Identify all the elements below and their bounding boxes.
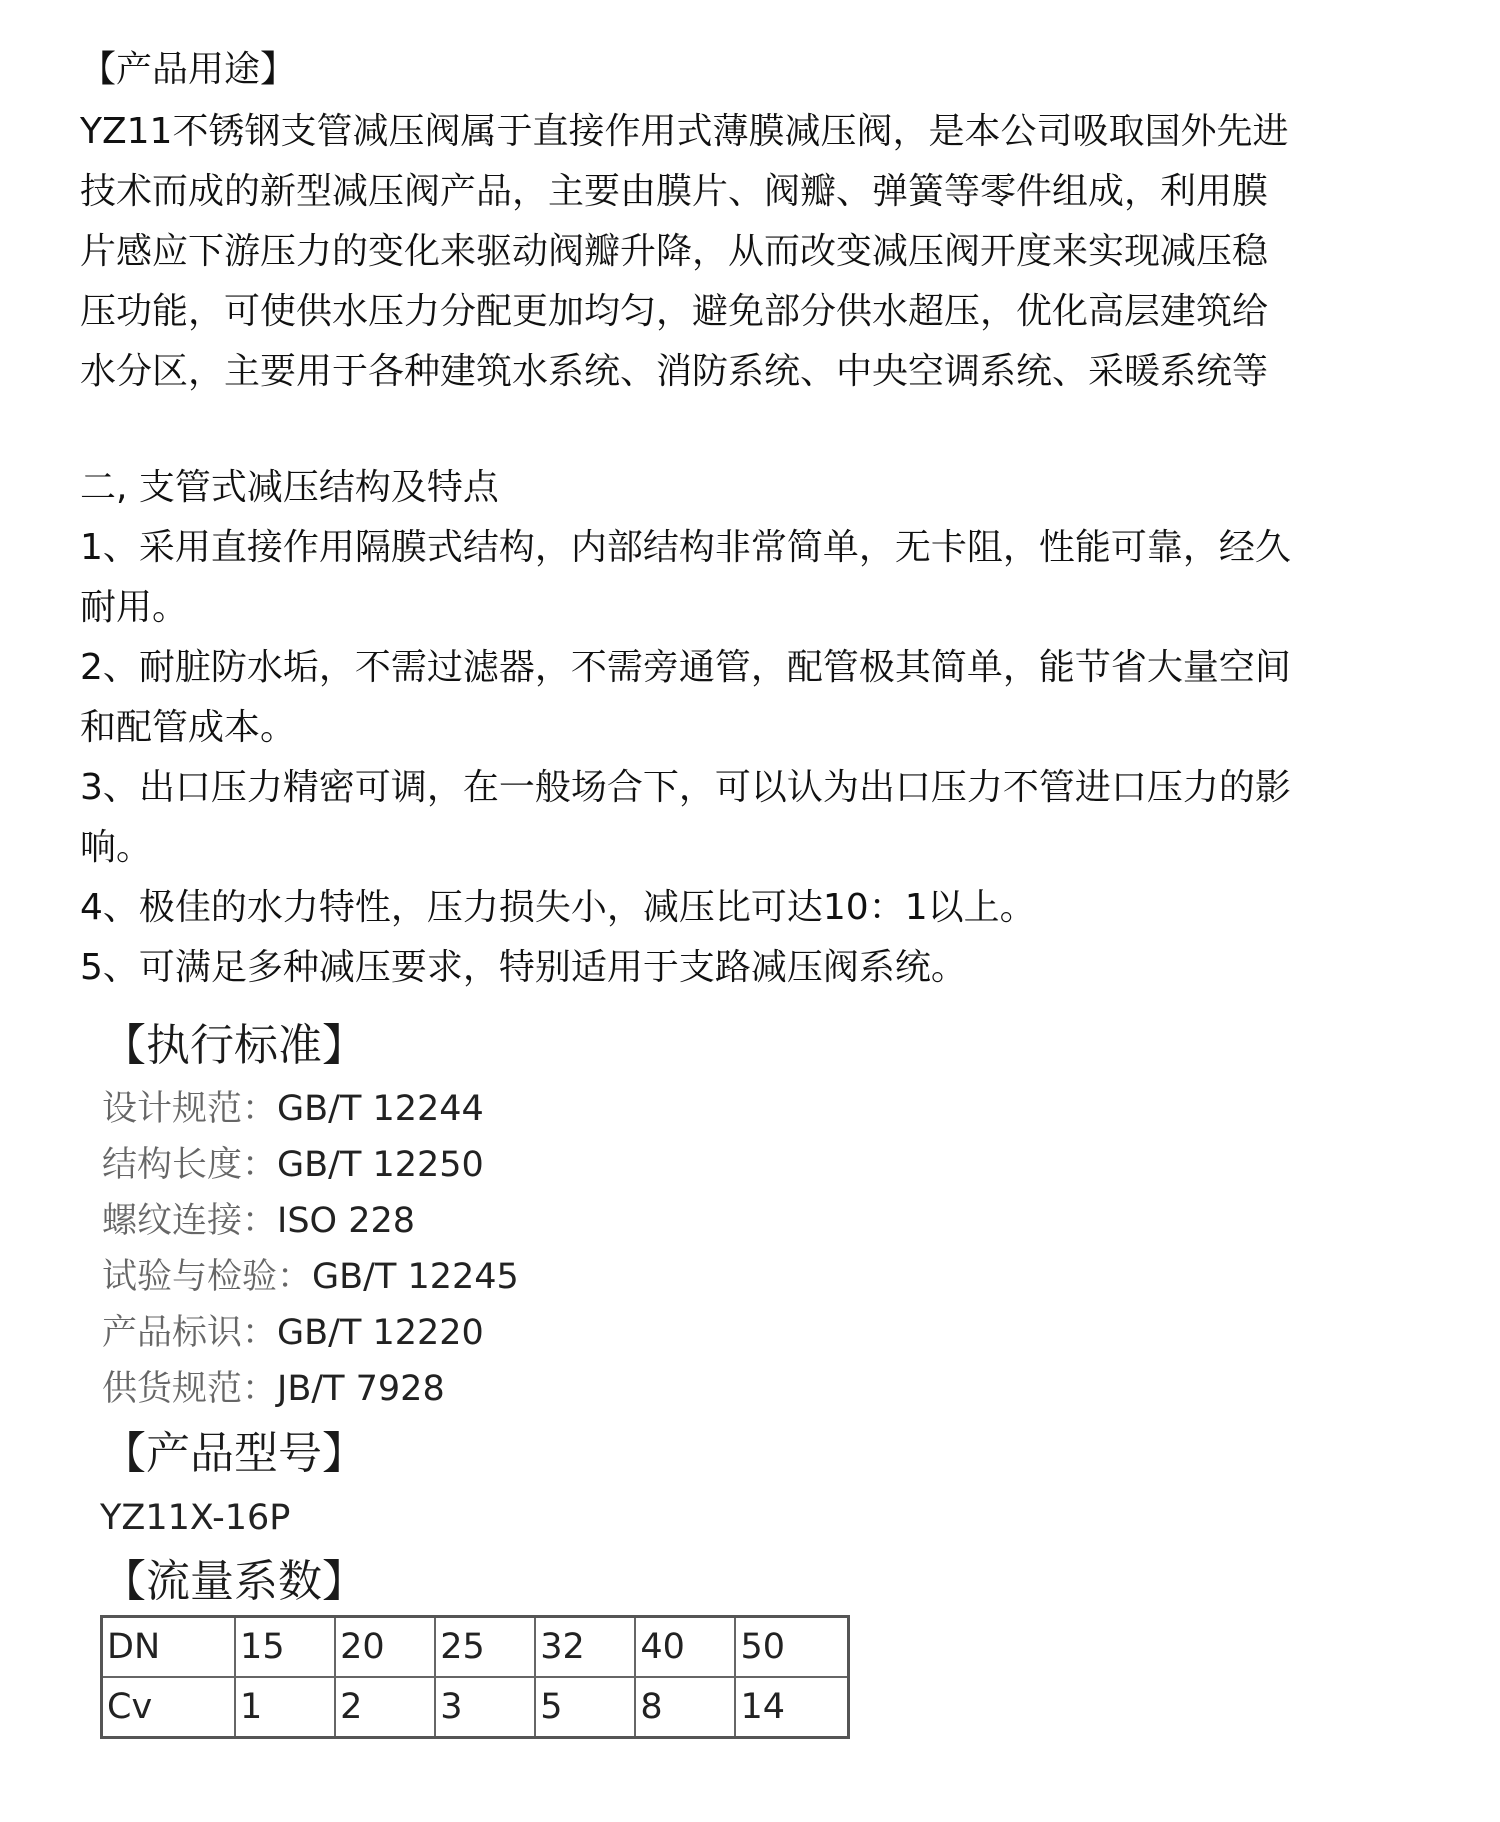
feature-line: 和配管成本。 [80, 707, 297, 748]
feature-line: 耐用。 [80, 587, 189, 628]
table-row [102, 1617, 849, 1678]
usage-section [80, 38, 1440, 402]
standard-value: GB/T 12245 [312, 1257, 519, 1297]
standard-label: 螺纹连接： [102, 1201, 278, 1241]
standard-row [102, 1249, 519, 1305]
model-heading: 【产品型号】 [102, 1428, 366, 1479]
model-value: YZ11X-16P [100, 1498, 291, 1538]
feature-line: 2、耐脏防水垢，不需过滤器，不需旁通管，配管极其简单，能节省大量空间 [80, 647, 1291, 688]
usage-line: 技术而成的新型减压阀产品，主要由膜片、阀瓣、弹簧等零件组成，利用膜 [80, 171, 1269, 212]
usage-line: YZ11不锈钢支管减压阀属于直接作用式薄膜减压阀，是本公司吸取国外先进 [80, 111, 1289, 152]
flow-heading: 【流量系数】 [102, 1556, 366, 1607]
usage-line: 压功能，可使供水压力分配更加均匀，避免部分供水超压，优化高层建筑给 [80, 291, 1269, 332]
standard-label: 试验与检验： [102, 1257, 313, 1297]
usage-line: 水分区，主要用于各种建筑水系统、消防系统、中央空调系统、采暖系统等 [80, 351, 1269, 392]
table-cell: 3 [435, 1677, 535, 1738]
standard-row [102, 1361, 445, 1417]
standard-value: GB/T 12220 [277, 1313, 484, 1353]
standard-value: GB/T 12244 [277, 1089, 484, 1129]
flow-table [100, 1615, 850, 1739]
standard-label: 供货规范： [102, 1369, 278, 1409]
table-cell: 50 [735, 1617, 848, 1678]
feature-line: 响。 [80, 827, 153, 868]
table-cell: 40 [635, 1617, 735, 1678]
table-cell: 15 [235, 1617, 335, 1678]
standard-value: ISO 228 [277, 1201, 416, 1241]
table-cell: 2 [335, 1677, 435, 1738]
feature-line: 5、可满足多种减压要求，特别适用于支路减压阀系统。 [80, 947, 967, 988]
table-cell: 8 [635, 1677, 735, 1738]
standard-row [102, 1081, 484, 1137]
table-cell: DN [102, 1617, 236, 1678]
standards-heading: 【执行标准】 [102, 1020, 366, 1071]
feature-line: 1、采用直接作用隔膜式结构，内部结构非常简单，无卡阻，性能可靠，经久 [80, 527, 1291, 568]
standard-label: 设计规范： [102, 1089, 278, 1129]
table-cell: 5 [535, 1677, 635, 1738]
table-cell: Cv [102, 1677, 236, 1738]
feature-line: 3、出口压力精密可调，在一般场合下，可以认为出口压力不管进口压力的影 [80, 767, 1291, 808]
features-heading: 二, 支管式减压结构及特点 [80, 467, 499, 508]
standard-label: 结构长度： [102, 1145, 278, 1185]
standard-row [102, 1193, 415, 1249]
table-row [102, 1677, 849, 1738]
table-cell: 14 [735, 1677, 848, 1738]
usage-line: 片感应下游压力的变化来驱动阀瓣升降，从而改变减压阀开度来实现减压稳 [80, 231, 1269, 272]
usage-heading: 【产品用途】 [80, 49, 297, 90]
standard-value: GB/T 12250 [277, 1145, 484, 1185]
table-cell: 20 [335, 1617, 435, 1678]
feature-line: 4、极佳的水力特性，压力损失小，减压比可达10：1以上。 [80, 887, 1036, 928]
table-cell: 1 [235, 1677, 335, 1738]
table-cell: 32 [535, 1617, 635, 1678]
table-cell: 25 [435, 1617, 535, 1678]
standard-row [102, 1305, 484, 1361]
standard-row [102, 1137, 484, 1193]
standard-value: JB/T 7928 [277, 1369, 445, 1409]
standard-label: 产品标识： [102, 1313, 278, 1353]
features-section [80, 458, 1440, 998]
